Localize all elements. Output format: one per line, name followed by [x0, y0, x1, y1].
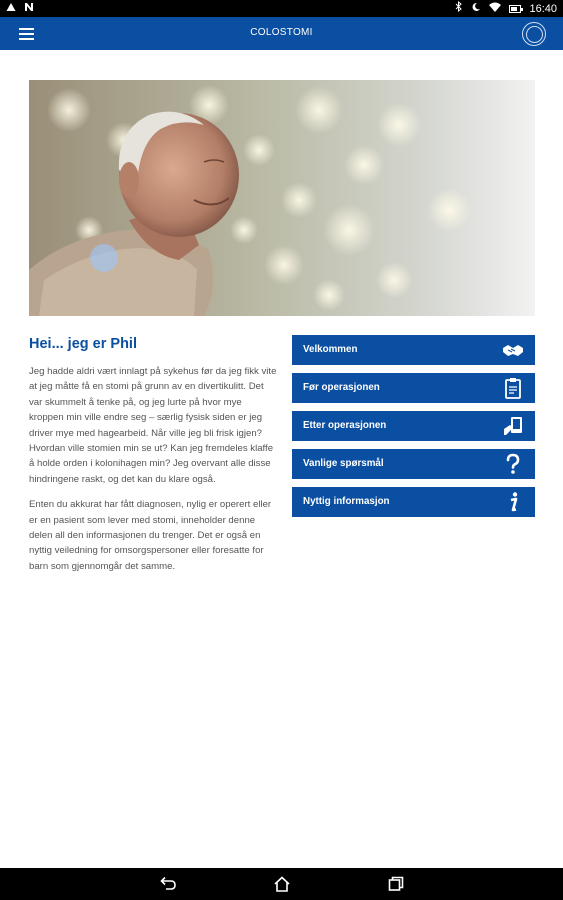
- notification-n-icon: [24, 2, 34, 16]
- nav-button-label: Før operasjonen: [303, 382, 380, 393]
- nav-button-label: Vanlige spørsmål: [303, 458, 384, 469]
- question-mark-icon: [502, 453, 524, 475]
- nav-button-nyttig-informasjon[interactable]: [292, 487, 535, 517]
- nav-button-label: Nyttig informasjon: [303, 496, 390, 507]
- warning-icon: [6, 2, 16, 16]
- nav-button-label: Etter operasjonen: [303, 420, 387, 431]
- wifi-icon: [489, 2, 501, 16]
- status-time: 16:40: [529, 2, 557, 15]
- tablet-hand-icon: [502, 415, 524, 437]
- recent-apps-icon[interactable]: [387, 875, 405, 893]
- coloplast-ring-logo-icon[interactable]: [522, 22, 546, 46]
- nav-button-vanlige-sporsmal[interactable]: [292, 449, 535, 479]
- bluetooth-icon: [455, 1, 463, 16]
- battery-icon: [509, 5, 521, 13]
- nav-button-label: Velkommen: [303, 344, 358, 355]
- hero-photo: [29, 80, 535, 316]
- back-icon[interactable]: [159, 875, 177, 893]
- nav-button-etter-operasjonen[interactable]: [292, 411, 535, 441]
- info-icon: [502, 491, 524, 513]
- intro-paragraph-2: Enten du akkurat har fått diagnosen, nylig er operert eller er en pasient som lever med stomi, inneholder denne delen all den informasjonen du trenger. Det er også en nyttig veiledning for omsorgspersoner eller foresatte for barn som gjennomgår det samme.: [29, 499, 272, 572]
- intro-section: [29, 336, 279, 584]
- moon-icon: [471, 2, 481, 16]
- status-bar: [0, 0, 563, 17]
- handshake-icon: [502, 339, 524, 361]
- nav-button-velkommen[interactable]: [292, 335, 535, 365]
- intro-heading: Hei... jeg er Phil: [29, 336, 137, 352]
- section-nav: [292, 335, 535, 525]
- intro-paragraph-1: Jeg hadde aldri vært innlagt på sykehus før da jeg fikk vite at jeg måtte få en stomi på grunn av en divertikulitt. Det var skummelt å tenke på, og jeg lurte på hvor mye kroppen min ville endre seg – særlig fysisk siden er jeg driver mye med hagearbeid. Når ville jeg bli frisk igjen? Hvordan ville stomien min se ut? Kan jeg fremdeles klaffe å holde orden i kolonihagen min? Jeg overvant alle disse hindringene raskt, og det kan du klare også.: [29, 366, 277, 485]
- clipboard-icon: [502, 377, 524, 399]
- system-nav-bar: [0, 868, 563, 900]
- nav-button-for-operasjonen[interactable]: [292, 373, 535, 403]
- home-icon[interactable]: [273, 875, 291, 893]
- app-bar: [0, 17, 563, 50]
- app-title: COLOSTOMI: [250, 27, 313, 38]
